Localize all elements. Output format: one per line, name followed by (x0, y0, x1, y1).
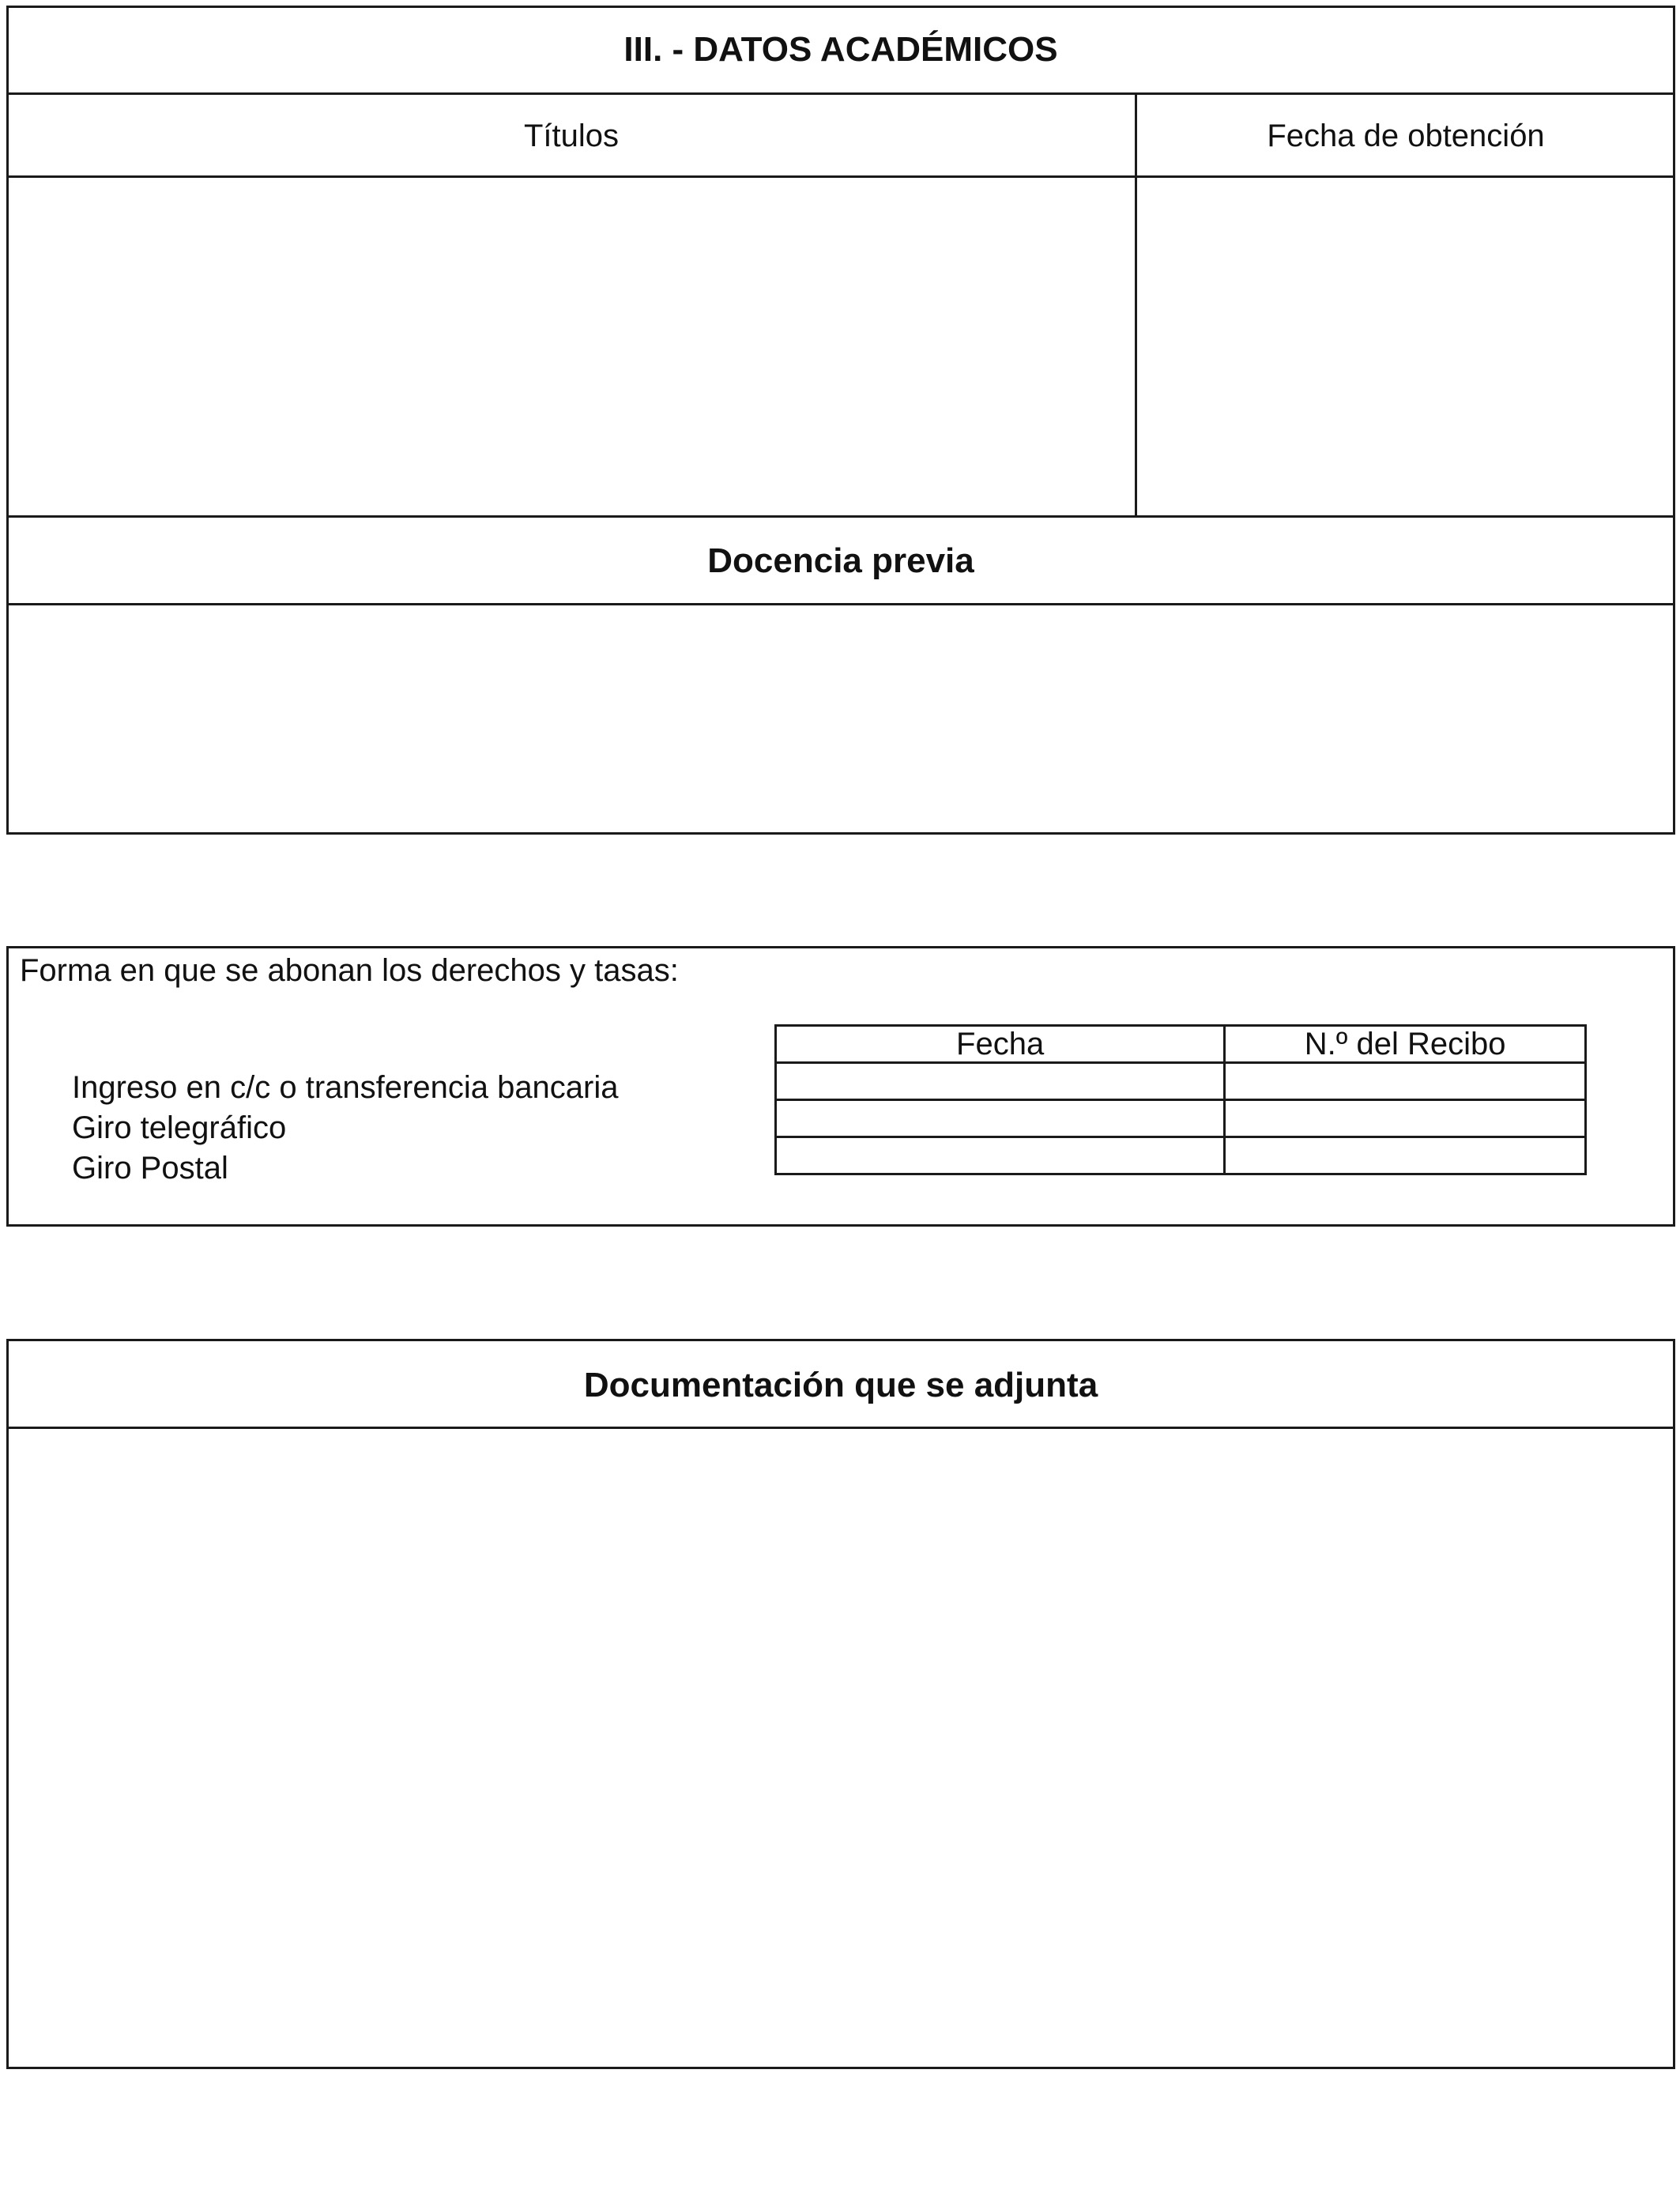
date-obtained-column-header: Fecha de obtención (1267, 119, 1545, 153)
prior-teaching-field[interactable] (9, 605, 1673, 832)
payment-date-cell[interactable] (776, 1100, 1225, 1137)
receipt-number-cell[interactable] (1225, 1063, 1586, 1100)
receipt-number-cell[interactable] (1225, 1100, 1586, 1137)
payment-method-item: Ingreso en c/c o transferencia bancaria (72, 1070, 619, 1105)
payment-method-item: Giro telegráfico (72, 1110, 287, 1145)
titles-column-header: Títulos (523, 119, 620, 153)
receipt-number-cell[interactable] (1225, 1137, 1586, 1174)
payment-prompt: Forma en que se abonan los derechos y tasas: (20, 953, 679, 988)
divider (6, 515, 1675, 518)
titles-field[interactable] (9, 178, 1135, 515)
receipt-number-column-header: N.º del Recibo (1225, 1026, 1586, 1063)
payment-date-cell[interactable] (776, 1137, 1225, 1174)
date-column-header: Fecha (776, 1026, 1225, 1063)
table-row (776, 1063, 1586, 1100)
section-title: III. - DATOS ACADÉMICOS (623, 30, 1058, 69)
documentation-field[interactable] (9, 1429, 1673, 2067)
payment-method-item: Giro Postal (72, 1151, 228, 1186)
payment-date-cell[interactable] (776, 1063, 1225, 1100)
date-obtained-field[interactable] (1137, 178, 1673, 515)
receipt-table (774, 1024, 1587, 1175)
table-row (776, 1137, 1586, 1174)
documentation-heading: Documentación que se adjunta (583, 1366, 1098, 1404)
table-row (776, 1100, 1586, 1137)
divider (6, 92, 1675, 95)
prior-teaching-heading: Docencia previa (707, 541, 974, 580)
table-header-row (776, 1026, 1586, 1063)
